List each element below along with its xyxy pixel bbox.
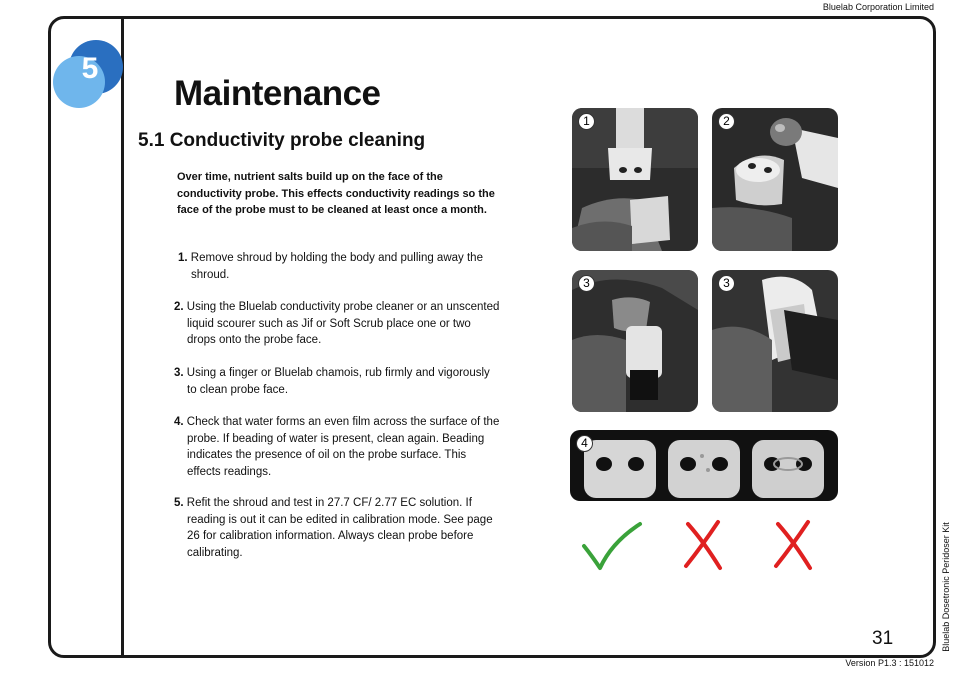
photo-label: 4	[576, 435, 593, 452]
step-number: 1.	[178, 252, 188, 264]
cross-icon	[678, 518, 728, 572]
finger-rub-probe-photo	[572, 270, 698, 412]
photo-step-1	[572, 108, 698, 251]
step-3	[174, 365, 502, 398]
step-2	[174, 299, 502, 349]
company-name: Bluelab Corporation Limited	[822, 2, 934, 12]
probe-shroud-removal-photo	[572, 108, 698, 251]
photo-label: 3	[718, 275, 735, 292]
photo-label: 2	[718, 113, 735, 130]
margin-divider	[121, 16, 124, 658]
photo-label: 3	[578, 275, 595, 292]
product-name: Bluelab Dosetronic Peridoser Kit	[941, 521, 951, 652]
photo-label: 1	[578, 113, 595, 130]
step-text: Refit the shroud and test in 27.7 CF/ 2.77 EC solution. If reading is out it can be edited in calibration mode. See page 26 for calibration information. Always clean probe before calibrating.	[186, 497, 493, 559]
step-text: Check that water forms an even film across the surface of the probe. If beading of water is present, clean again. Beading indicates the presence of oil on the probe surface. This effects readings.	[186, 416, 500, 478]
page-number: 31	[872, 628, 894, 649]
step-4	[174, 414, 502, 480]
step-1	[178, 250, 491, 283]
photo-step-3a	[572, 270, 698, 412]
step-text: Using the Bluelab conductivity probe cleaner or an unscented liquid scourer such as Jif or Soft Scrub place one or two drops onto the probe face.	[186, 301, 500, 346]
photo-step-4	[570, 430, 838, 501]
step-number: 2.	[174, 301, 184, 313]
step-number: 3.	[174, 367, 184, 379]
step-number: 5.	[174, 497, 184, 509]
probe-cleaner-drops-photo	[712, 108, 838, 251]
step-number: 4.	[174, 416, 184, 428]
step-5	[174, 495, 502, 561]
cross-icon	[768, 518, 818, 572]
checkmark-icon	[578, 520, 646, 572]
intro-paragraph: Over time, nutrient salts build up on the face of the conductivity probe. This effects conductivity readings so the face of the probe must to be cleaned at least once a month.	[177, 171, 495, 216]
chamois-rub-probe-photo	[712, 270, 838, 412]
page-title: Maintenance	[174, 74, 381, 113]
step-text: Remove shroud by holding the body and pulling away the shroud.	[190, 252, 483, 281]
photo-step-3b	[712, 270, 838, 412]
water-film-comparison-photo	[570, 430, 838, 501]
photo-step-2	[712, 108, 838, 251]
section-title: 5.1 Conductivity probe cleaning	[138, 130, 426, 151]
chapter-number: 5	[81, 52, 99, 85]
step-text: Using a finger or Bluelab chamois, rub firmly and vigorously to clean probe face.	[186, 367, 490, 396]
version-label: Version P1.3 : 151012	[845, 658, 934, 668]
product-name-vertical	[940, 514, 952, 659]
